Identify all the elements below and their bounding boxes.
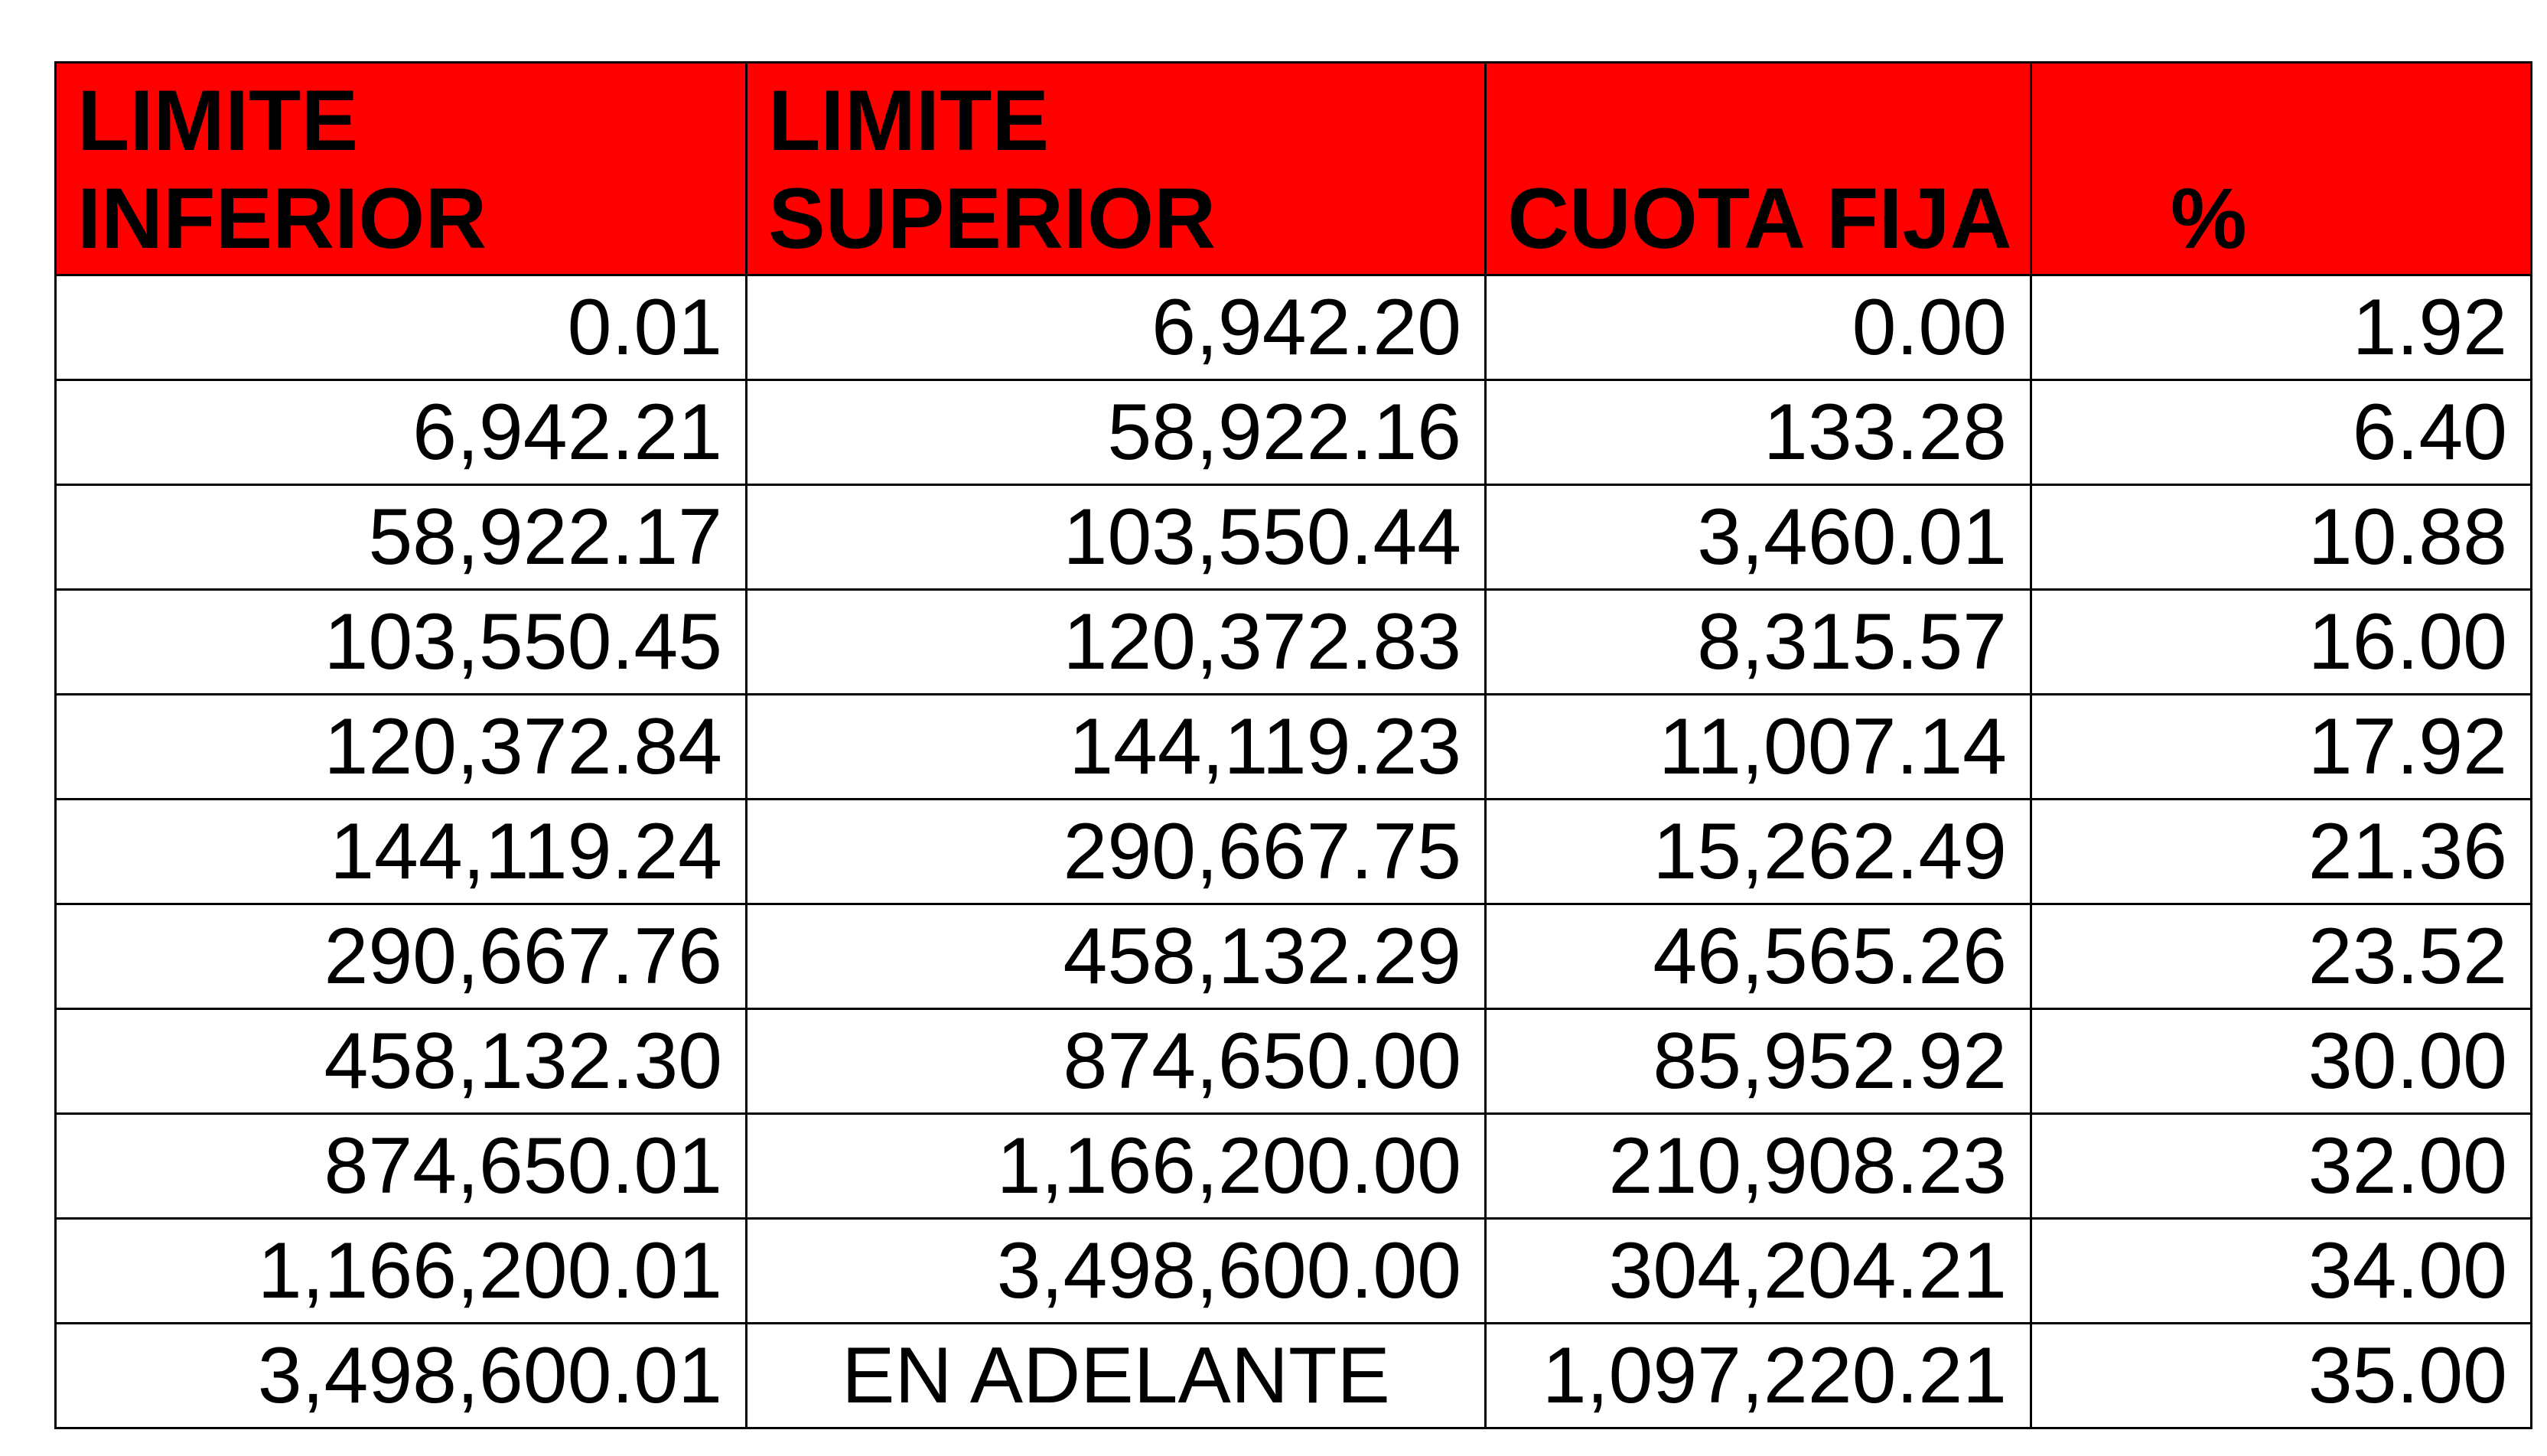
table-body bbox=[56, 275, 2532, 1428]
limite-superior-cell: 874,650.00 bbox=[747, 1009, 1486, 1114]
header-percent: % bbox=[2031, 63, 2532, 275]
limite-inferior-cell: 1,166,200.01 bbox=[56, 1219, 747, 1324]
limite-superior-cell: 144,119.23 bbox=[747, 695, 1486, 800]
cuota-fija-cell: 15,262.49 bbox=[1486, 800, 2031, 904]
limite-superior-cell: 120,372.83 bbox=[747, 590, 1486, 695]
limite-inferior-cell: 290,667.76 bbox=[56, 904, 747, 1009]
table-row bbox=[56, 904, 2532, 1009]
percent-cell: 30.00 bbox=[2031, 1009, 2532, 1114]
cuota-fija-cell: 11,007.14 bbox=[1486, 695, 2031, 800]
isr-rate-table bbox=[54, 61, 2532, 1429]
limite-inferior-cell: 3,498,600.01 bbox=[56, 1324, 747, 1428]
cuota-fija-cell: 46,565.26 bbox=[1486, 904, 2031, 1009]
cuota-fija-cell: 304,204.21 bbox=[1486, 1219, 2031, 1324]
limite-superior-cell: 290,667.75 bbox=[747, 800, 1486, 904]
cuota-fija-cell: 0.00 bbox=[1486, 275, 2031, 380]
header-limite-superior: LIMITE SUPERIOR bbox=[747, 63, 1486, 275]
table-row bbox=[56, 800, 2532, 904]
limite-superior-cell: 6,942.20 bbox=[747, 275, 1486, 380]
limite-superior-cell: 458,132.29 bbox=[747, 904, 1486, 1009]
limite-superior-cell: 103,550.44 bbox=[747, 485, 1486, 590]
percent-cell: 23.52 bbox=[2031, 904, 2532, 1009]
table-row bbox=[56, 1219, 2532, 1324]
limite-inferior-cell: 58,922.17 bbox=[56, 485, 747, 590]
limite-inferior-cell: 103,550.45 bbox=[56, 590, 747, 695]
cuota-fija-cell: 1,097,220.21 bbox=[1486, 1324, 2031, 1428]
percent-cell: 16.00 bbox=[2031, 590, 2532, 695]
percent-cell: 17.92 bbox=[2031, 695, 2532, 800]
table-row bbox=[56, 1324, 2532, 1428]
table-row bbox=[56, 380, 2532, 485]
cuota-fija-cell: 133.28 bbox=[1486, 380, 2031, 485]
cuota-fija-cell: 8,315.57 bbox=[1486, 590, 2031, 695]
table-row bbox=[56, 695, 2532, 800]
limite-inferior-cell: 144,119.24 bbox=[56, 800, 747, 904]
limite-inferior-cell: 120,372.84 bbox=[56, 695, 747, 800]
cuota-fija-cell: 210,908.23 bbox=[1486, 1114, 2031, 1219]
limite-inferior-cell: 458,132.30 bbox=[56, 1009, 747, 1114]
table-row bbox=[56, 485, 2532, 590]
limite-superior-cell: 1,166,200.00 bbox=[747, 1114, 1486, 1219]
percent-cell: 1.92 bbox=[2031, 275, 2532, 380]
header-row bbox=[56, 63, 2532, 275]
limite-superior-cell: EN ADELANTE bbox=[747, 1324, 1486, 1428]
limite-inferior-cell: 0.01 bbox=[56, 275, 747, 380]
cuota-fija-cell: 3,460.01 bbox=[1486, 485, 2031, 590]
table-row bbox=[56, 590, 2532, 695]
percent-cell: 6.40 bbox=[2031, 380, 2532, 485]
percent-cell: 35.00 bbox=[2031, 1324, 2532, 1428]
limite-inferior-cell: 874,650.01 bbox=[56, 1114, 747, 1219]
percent-cell: 21.36 bbox=[2031, 800, 2532, 904]
limite-superior-cell: 3,498,600.00 bbox=[747, 1219, 1486, 1324]
percent-cell: 10.88 bbox=[2031, 485, 2532, 590]
table-row bbox=[56, 1114, 2532, 1219]
limite-superior-cell: 58,922.16 bbox=[747, 380, 1486, 485]
table-header bbox=[56, 63, 2532, 275]
table-row bbox=[56, 1009, 2532, 1114]
table-row bbox=[56, 275, 2532, 380]
percent-cell: 32.00 bbox=[2031, 1114, 2532, 1219]
header-cuota-fija: CUOTA FIJA bbox=[1486, 63, 2031, 275]
header-limite-inferior: LIMITE INFERIOR bbox=[56, 63, 747, 275]
limite-inferior-cell: 6,942.21 bbox=[56, 380, 747, 485]
cuota-fija-cell: 85,952.92 bbox=[1486, 1009, 2031, 1114]
percent-cell: 34.00 bbox=[2031, 1219, 2532, 1324]
